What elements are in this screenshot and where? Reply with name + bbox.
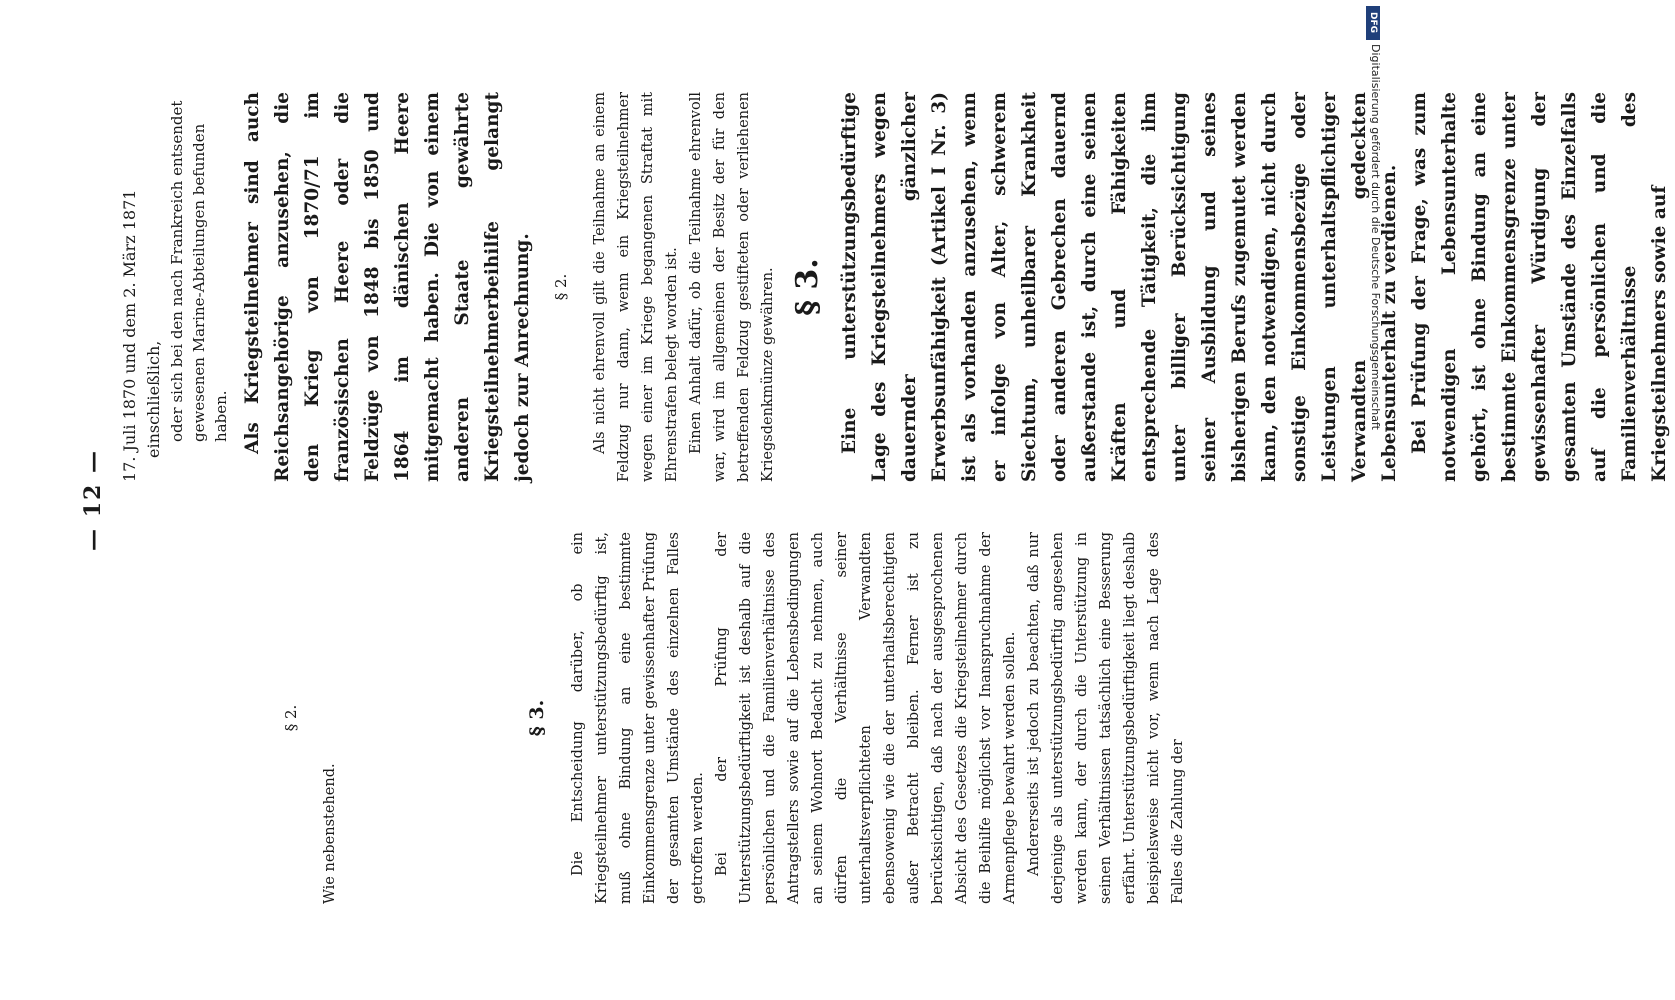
- right-marine-line: oder sich bei den nach Frankreich entsendet gewesenen Marine-Abteilungen befunden haben.: [168, 100, 230, 442]
- left-section3-paragraph-1: Die Entscheidung darüber, ob ein Kriegsteilnehmer unterstützungsbedürftig ist, muß ohne Bindung an eine bestimmte Einkommensgrenze unter gewissenhafter Prüfung der gesamten Umstände des einzelnen Falles getroffen werden.: [570, 532, 706, 904]
- digitization-credit: Digitalisierung gefördert durch die Deutsche Forschungsgemeinschaft: [1369, 44, 1382, 430]
- page-number: — 12 —: [80, 449, 106, 551]
- left-section3-heading: § 3.: [526, 699, 548, 737]
- right-section2-heading: § 2.: [552, 273, 570, 301]
- right-bold-paragraph-3: Bei Prüfung der Frage, was zum notwendigen Lebensunterhalte gehört, ist ohne Bindung an eine bestimmte Einkommensgrenze unter gewissenhafter Würdigung der gesamten Umstände des Einzelfalls auf die persönlichen und die Familienverhältnisse des Kriegsteilnehmers sowie auf: [1409, 92, 1670, 482]
- right-inclusive-line: einschließlich,: [144, 340, 163, 458]
- left-section3-paragraph-3: Andererseits ist jedoch zu beachten, daß nur derjenige als unterstützungsbedürftig angesehen werden kann, der durch die Unterstützung in seinen Verhältnissen tatsächlich eine Besserung erfährt. Unterstützungsbedürftigkeit liegt deshalb beispielsweise nicht vor, wenn nach Lage des Falles die Zahlung der: [1026, 532, 1186, 904]
- dfg-logo: DFG: [1366, 6, 1380, 40]
- right-column: [118, 92, 1675, 482]
- left-column-spacer: [118, 532, 268, 904]
- right-bold-paragraph-2: Eine unterstützungsbedürftige Lage des Kriegsteilnehmers wegen dauernder gänzlicher Erwerbsunfähigkeit (Artikel I Nr. 3) ist als vorhanden anzusehen, wenn er infolge von Alter, schwerem Siechtum, unheilbarer Krankheit oder anderen Gebrechen dauernd außerstande ist, durch eine seinen Kräften und Fähigkeiten entsprechende Tätigkeit, die ihm unter billiger Berücksichtigung seiner Ausbildung und seines bisherigen Berufs zugemutet werden kann, den notwendigen, nicht durch sonstige Einkommensbezüge oder Leistungen unterhaltspflichtiger Verwandten gedeckten Lebensunterhalt zu verdienen.: [839, 92, 1400, 482]
- right-section2-paragraph-2: Einen Anhalt dafür, ob die Teilnahme ehrenvoll war, wird im allgemeinen der Besitz der für den betreffenden Feldzug gestifteten oder verliehenen Kriegsdenkmünze gewähren.: [688, 92, 776, 482]
- right-section2-paragraph-1: Als nicht ehrenvoll gilt die Teilnahme an einem Feldzug nur dann, wenn ein Kriegsteilnehmer wegen einer im Kriege begangenen Straftat mit Ehrenstrafen belegt worden ist.: [592, 92, 680, 482]
- right-section3-heading: § 3.: [790, 258, 825, 316]
- right-bold-paragraph-1: Als Kriegsteilnehmer sind auch Reichsangehörige anzusehen, die den Krieg von 1870/71 im französischen Heere oder die Feldzüge von 1848 bis 1850 und 1864 im dänischen Heere mitgemacht haben. Die von einem anderen Staate gewährte Kriegsteilnehmerbeihilfe gelangt jedoch zur Anrechnung.: [242, 92, 533, 482]
- left-column: [118, 532, 1190, 904]
- left-section2-text: Wie nebenstehend.: [322, 763, 338, 904]
- left-section3-paragraph-2: Bei der Prüfung der Unterstützungsbedürftigkeit ist deshalb auf die persönlichen und die Familienverhältnisse des Antragstellers sowie auf die Lebensbedingungen an seinem Wohnort Bedacht zu nehmen, auch dürfen die Verhältnisse seiner unterhaltsverpflichteten Verwandten ebensowenig wie die der unterhaltsberechtigten außer Betracht bleiben. Ferner ist zu berücksichtigen, daß nach der ausgesprochenen Absicht des Gesetzes die Kriegsteilnehmer durch die Beihilfe möglichst vor Inanspruchnahme der Armenpflege bewahrt werden sollen.: [714, 532, 1018, 904]
- left-column-spacer-2: [342, 532, 512, 904]
- right-date-line: 17. Juli 1870 und dem 2. März 1871: [120, 189, 139, 482]
- left-section2-heading: § 2.: [282, 704, 300, 732]
